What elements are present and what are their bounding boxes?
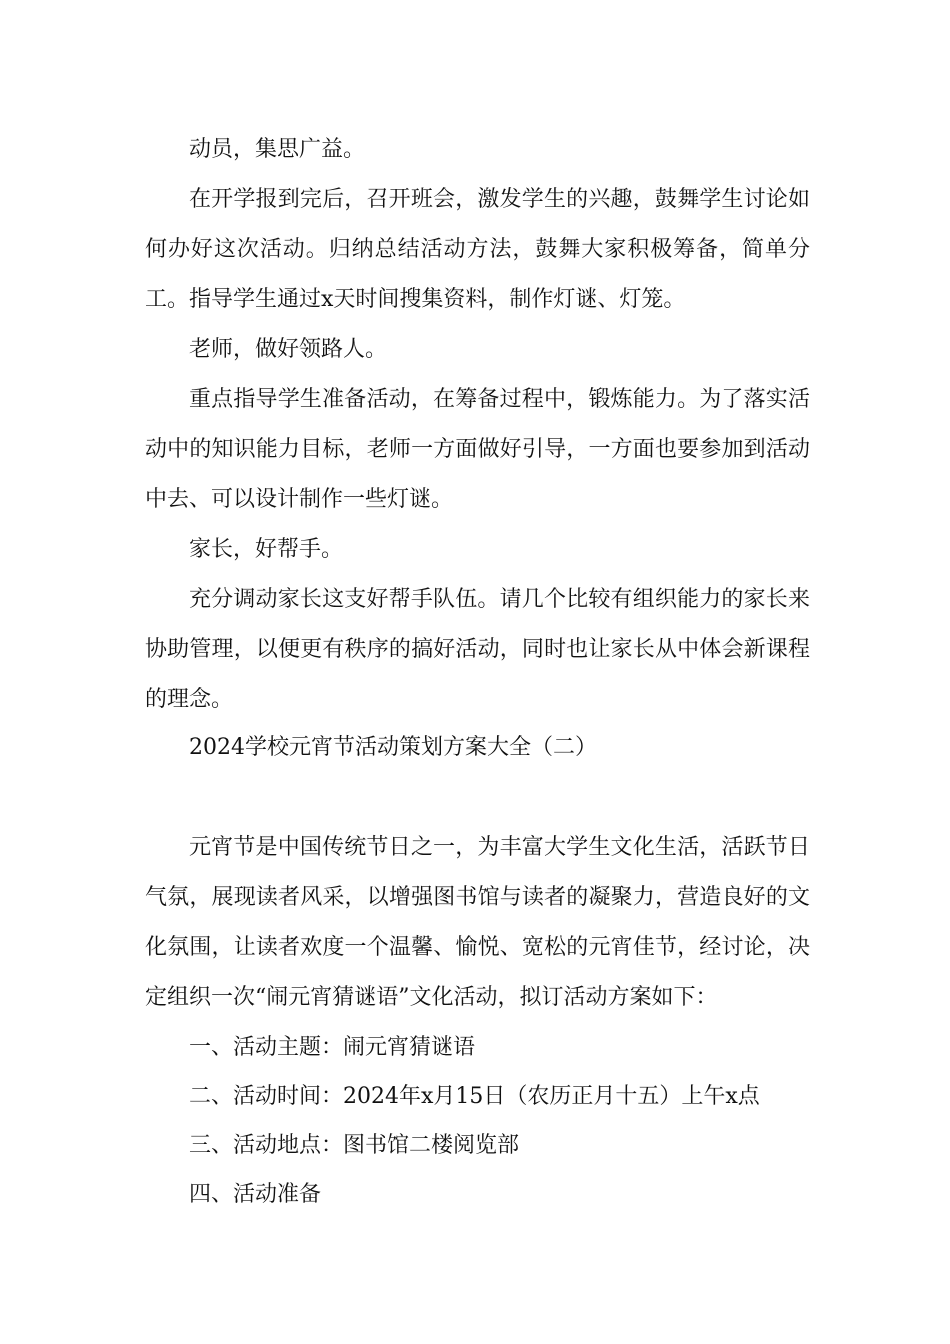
- paragraph-intro: 元宵节是中国传统节日之一，为丰富大学生文化生活，活跃节日气氛，展现读者风采，以增强图书馆与读者的凝聚力，营造良好的文化氛围，让读者欢度一个温馨、愉悦、宽松的元宵佳节，经讨论，决定组织一次“闹元宵猜谜语”文化活动，拟订活动方案如下：: [145, 835, 810, 1010]
- item-location: 三、活动地点：图书馆二楼阅览部: [189, 1133, 520, 1158]
- paragraph-teacher-heading: 老师，做好领路人。: [189, 337, 388, 362]
- paragraph-parents-heading: 家长，好帮手。: [189, 537, 344, 562]
- paragraph-mobilize: 动员，集思广益。: [189, 137, 366, 162]
- paragraph-class-meeting: 在开学报到完后，召开班会，激发学生的兴趣，鼓舞学生讨论如何办好这次活动。归纳总结活动方法，鼓舞大家积极筹备，简单分工。指导学生通过x天时间搜集资料，制作灯谜、灯笼。: [145, 187, 810, 312]
- paragraph-parents-support: 充分调动家长这支好帮手队伍。请几个比较有组织能力的家长来协助管理，以便更有秩序的搞好活动，同时也让家长从中体会新课程的理念。: [145, 587, 810, 712]
- item-preparation: 四、活动准备: [189, 1182, 322, 1207]
- section-title: 2024学校元宵节活动策划方案大全（二）: [189, 735, 597, 760]
- item-time: 二、活动时间：2024年x月15日（农历正月十五）上午x点: [189, 1084, 760, 1109]
- item-theme: 一、活动主题：闹元宵猜谜语: [189, 1035, 476, 1060]
- paragraph-teacher-guidance: 重点指导学生准备活动，在筹备过程中，锻炼能力。为了落实活动中的知识能力目标，老师一方面做好引导，一方面也要参加到活动中去、可以设计制作一些灯谜。: [145, 387, 810, 512]
